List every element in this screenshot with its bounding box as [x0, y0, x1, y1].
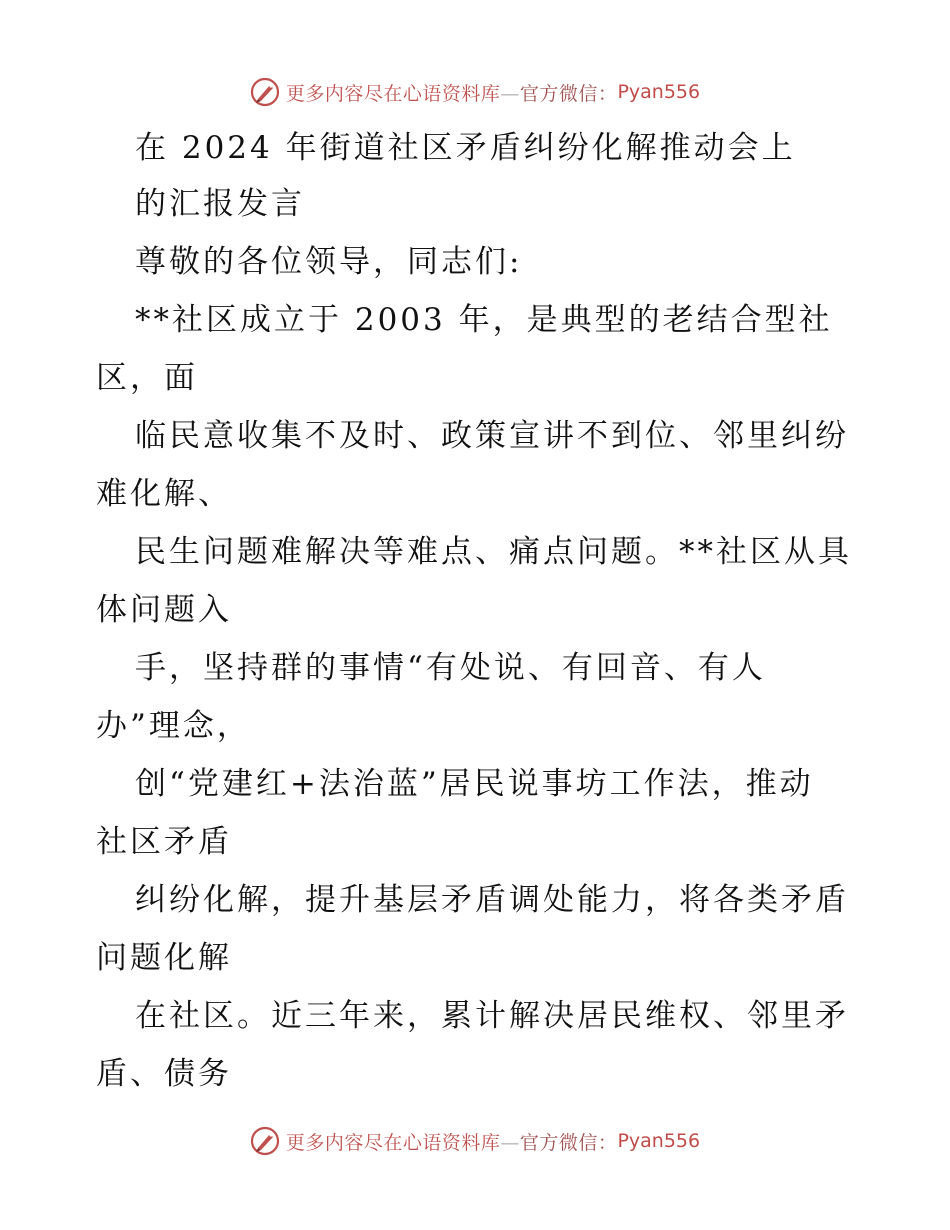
watermark-dash: — — [500, 82, 520, 105]
watermark-brand — [286, 79, 618, 106]
watermark-brand-text: 更多内容尽在心语资料库 — [285, 82, 501, 105]
title-line-2: 的汇报发言 — [135, 186, 305, 222]
watermark-header — [0, 72, 950, 112]
paragraph-line: 体问题入 — [96, 592, 232, 628]
paragraph-line: 创“党建红+法治蓝”居民说事坊工作法，推动 — [135, 766, 814, 802]
watermark-label: 官方微信： — [519, 82, 618, 105]
pen-logo-icon — [250, 1126, 280, 1156]
watermark-brand-text: 更多内容尽在心语资料库 — [285, 1131, 501, 1154]
paragraph-line: 区，面 — [96, 360, 198, 396]
paragraph-line: 纠纷化解，提升基层矛盾调处能力，将各类矛盾 — [135, 882, 849, 918]
title-line-1: 在 2024 年街道社区矛盾纠纷化解推动会上 — [135, 130, 796, 166]
paragraph-line: 在社区。近三年来，累计解决居民维权、邻里矛 — [135, 998, 849, 1034]
watermark-brand — [286, 1128, 618, 1155]
watermark-wechat-id: Pyan556 — [617, 1130, 701, 1152]
paragraph-line: 难化解、 — [96, 476, 232, 512]
paragraph-line: 临民意收集不及时、政策宣讲不到位、邻里纠纷 — [135, 418, 849, 454]
paragraph-line: 民生问题难解决等难点、痛点问题。**社区从具 — [135, 534, 852, 570]
paragraph-line: 办”理念， — [96, 708, 251, 744]
paragraph-line: 盾、债务 — [96, 1056, 232, 1092]
watermark-wechat-id: Pyan556 — [617, 81, 701, 103]
salutation: 尊敬的各位领导，同志们: — [135, 244, 523, 280]
paragraph-line: **社区成立于 2003 年，是典型的老结合型社 — [135, 302, 833, 338]
paragraph-line: 手，坚持群的事情“有处说、有回音、有人 — [135, 650, 766, 686]
watermark-footer — [0, 1121, 950, 1161]
watermark-dash: — — [500, 1131, 520, 1154]
paragraph-line: 问题化解 — [96, 940, 232, 976]
paragraph-line: 社区矛盾 — [96, 824, 232, 860]
pen-logo-icon — [250, 77, 280, 107]
watermark-label: 官方微信： — [519, 1131, 618, 1154]
